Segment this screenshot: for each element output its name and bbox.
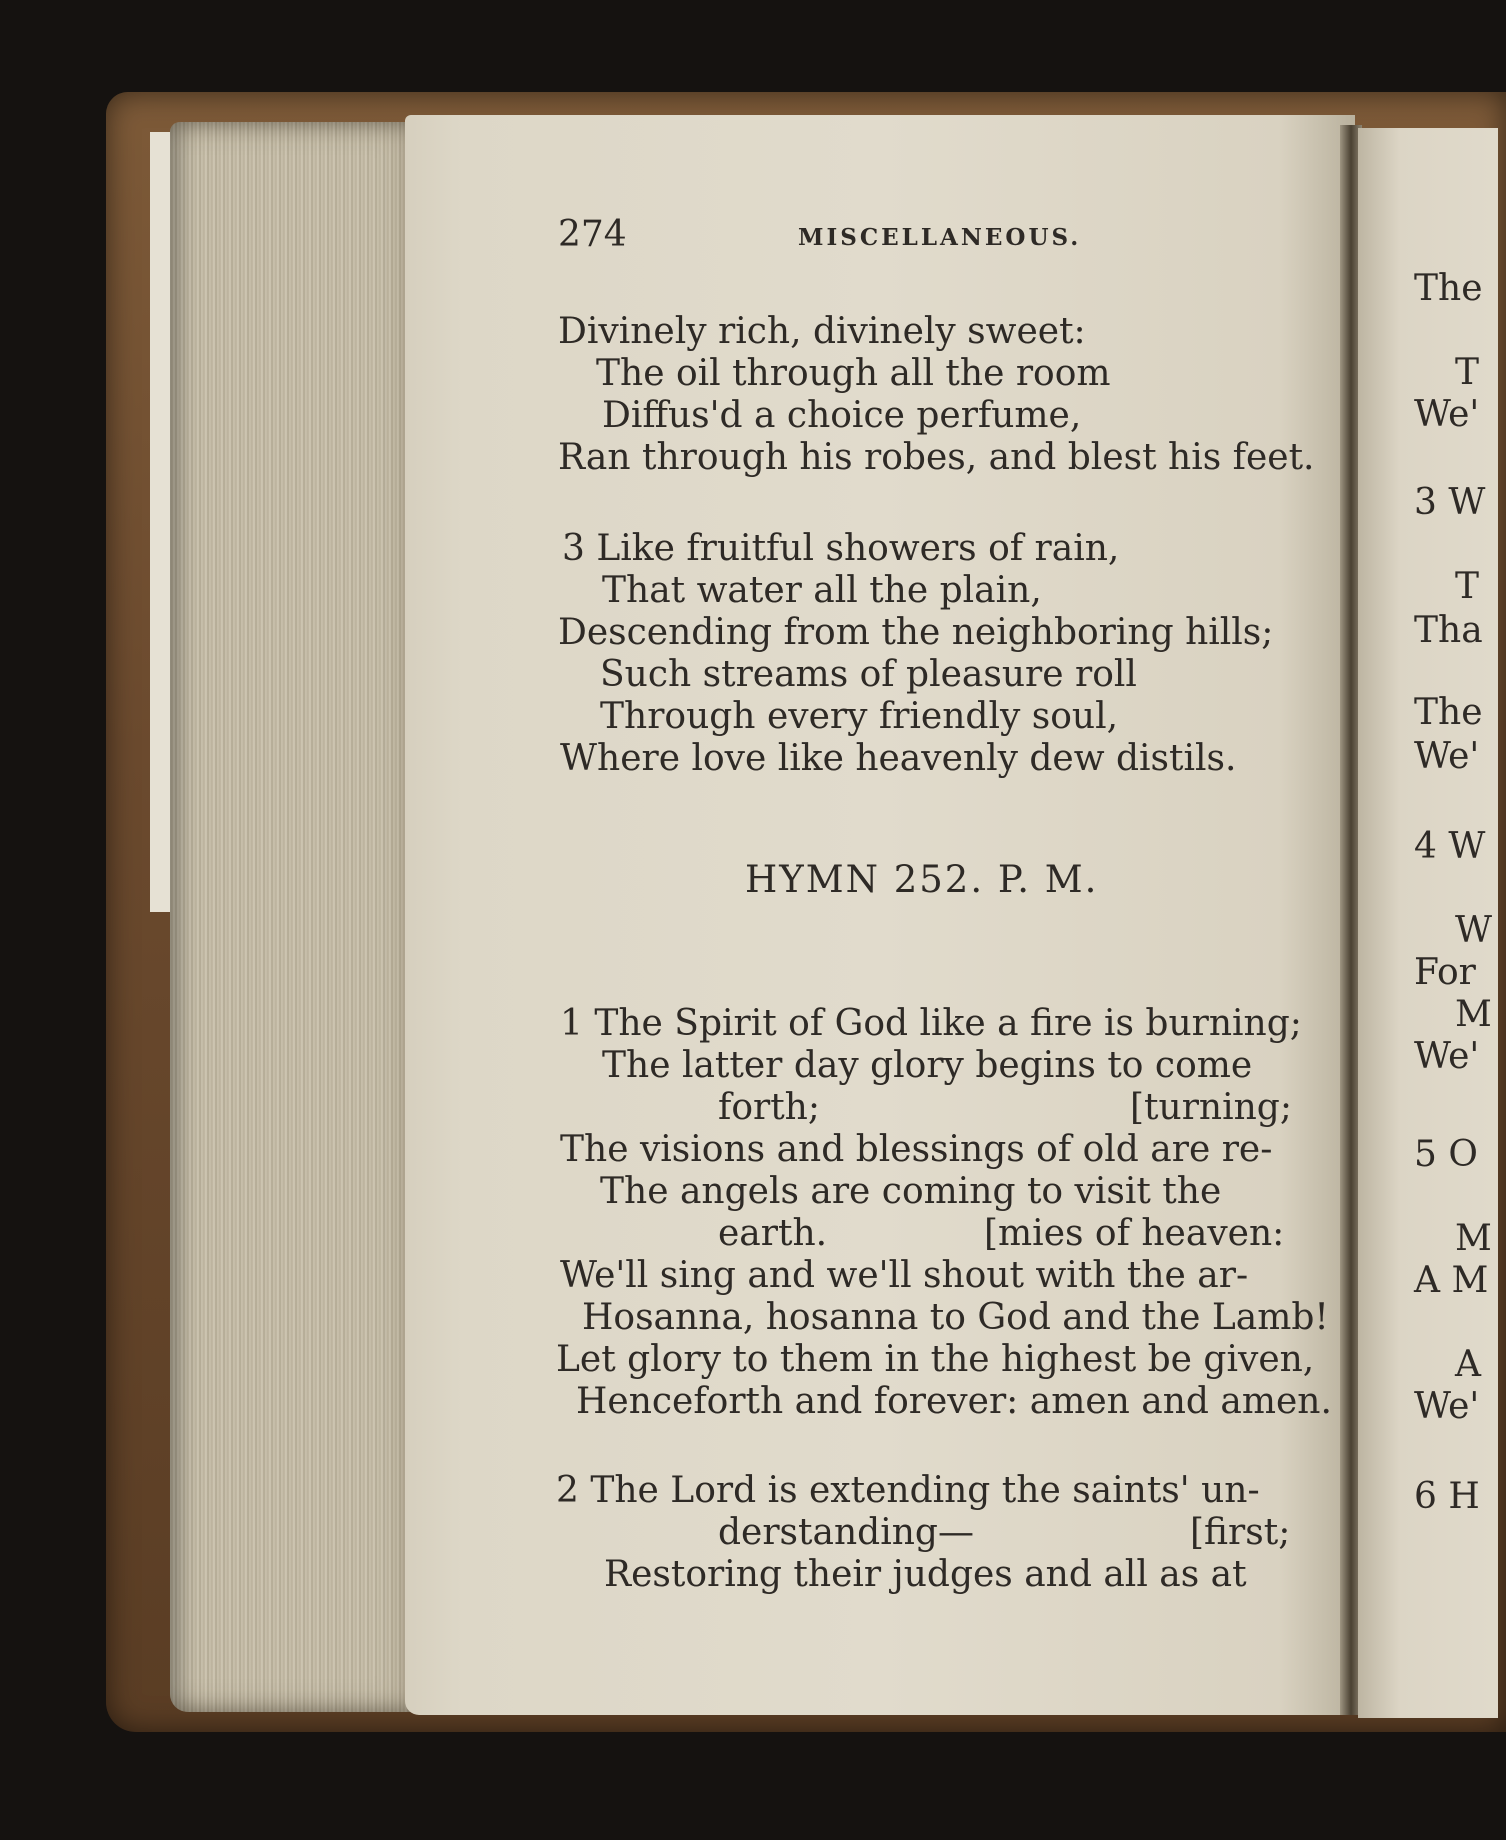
page-edges — [170, 122, 430, 1712]
verse-line: derstanding— — [718, 1512, 974, 1553]
right-page-fragment: We' — [1414, 736, 1480, 777]
right-page-fragment: Tha — [1414, 610, 1483, 651]
verse-line: The angels are coming to visit the — [600, 1171, 1222, 1212]
verse-line: Divinely rich, divinely sweet: — [558, 311, 1086, 352]
right-page-fragment: T — [1455, 352, 1480, 393]
verse-line: 1 The Spirit of God like a fire is burning; — [560, 1003, 1302, 1044]
right-page-fragment: 6 H — [1414, 1476, 1480, 1517]
verse-line: We'll sing and we'll shout with the ar- — [560, 1255, 1249, 1296]
verse-line: Henceforth and forever: amen and amen. — [576, 1381, 1332, 1422]
verse-line: Restoring their judges and all as at — [604, 1554, 1247, 1595]
page-number: 274 — [558, 214, 627, 255]
right-page-fragment: The — [1414, 692, 1483, 733]
verse-line: Where love like heavenly dew distils. — [560, 738, 1237, 779]
verse-line: forth; — [718, 1087, 820, 1128]
verse-line: Diffus'd a choice perfume, — [602, 395, 1082, 436]
right-page-fragment: 4 W — [1414, 826, 1486, 867]
verse-line: The latter day glory begins to come — [602, 1045, 1253, 1086]
verse-line: Let glory to them in the highest be given, — [556, 1339, 1315, 1380]
running-title: MISCELLANEOUS. — [798, 224, 1082, 251]
right-page-fragment: T — [1455, 566, 1480, 607]
hymn-title: HYMN 252. P. M. — [745, 858, 1099, 901]
verse-line: The visions and blessings of old are re- — [560, 1129, 1273, 1170]
right-page-fragment: We' — [1414, 394, 1480, 435]
right-page-fragment: W — [1455, 910, 1493, 951]
right-page-fragment: M — [1455, 1218, 1492, 1259]
verse-line: Ran through his robes, and blest his feet. — [558, 437, 1315, 478]
verse-line: Hosanna, hosanna to God and the Lamb! — [582, 1297, 1329, 1338]
right-page-fragment: M — [1455, 994, 1492, 1035]
right-page-fragment: A M — [1414, 1260, 1489, 1301]
right-page-fragment: We' — [1414, 1386, 1480, 1427]
verse-line: 2 The Lord is extending the saints' un- — [556, 1470, 1260, 1511]
verse-line: [first; — [1190, 1512, 1291, 1553]
verse-line: 3 Like fruitful showers of rain, — [562, 528, 1120, 569]
verse-line: [turning; — [1130, 1087, 1292, 1128]
right-page-fragment: A — [1455, 1344, 1481, 1385]
verse-line: [mies of heaven: — [984, 1213, 1285, 1254]
page-header — [558, 214, 1118, 264]
verse-line: Through every friendly soul, — [600, 696, 1119, 737]
verse-line: Descending from the neighboring hills; — [558, 612, 1274, 653]
verse-line: The oil through all the room — [596, 353, 1111, 394]
right-page-fragment: 5 O — [1414, 1134, 1478, 1175]
verse-line: Such streams of pleasure roll — [600, 654, 1137, 695]
right-page-fragment: We' — [1414, 1036, 1480, 1077]
verse-line: earth. — [718, 1213, 828, 1254]
right-page-fragment: For — [1414, 952, 1476, 993]
right-page-fragment: 3 W — [1414, 482, 1486, 523]
right-page-fragment: The — [1414, 268, 1483, 309]
verse-line: That water all the plain, — [602, 570, 1042, 611]
